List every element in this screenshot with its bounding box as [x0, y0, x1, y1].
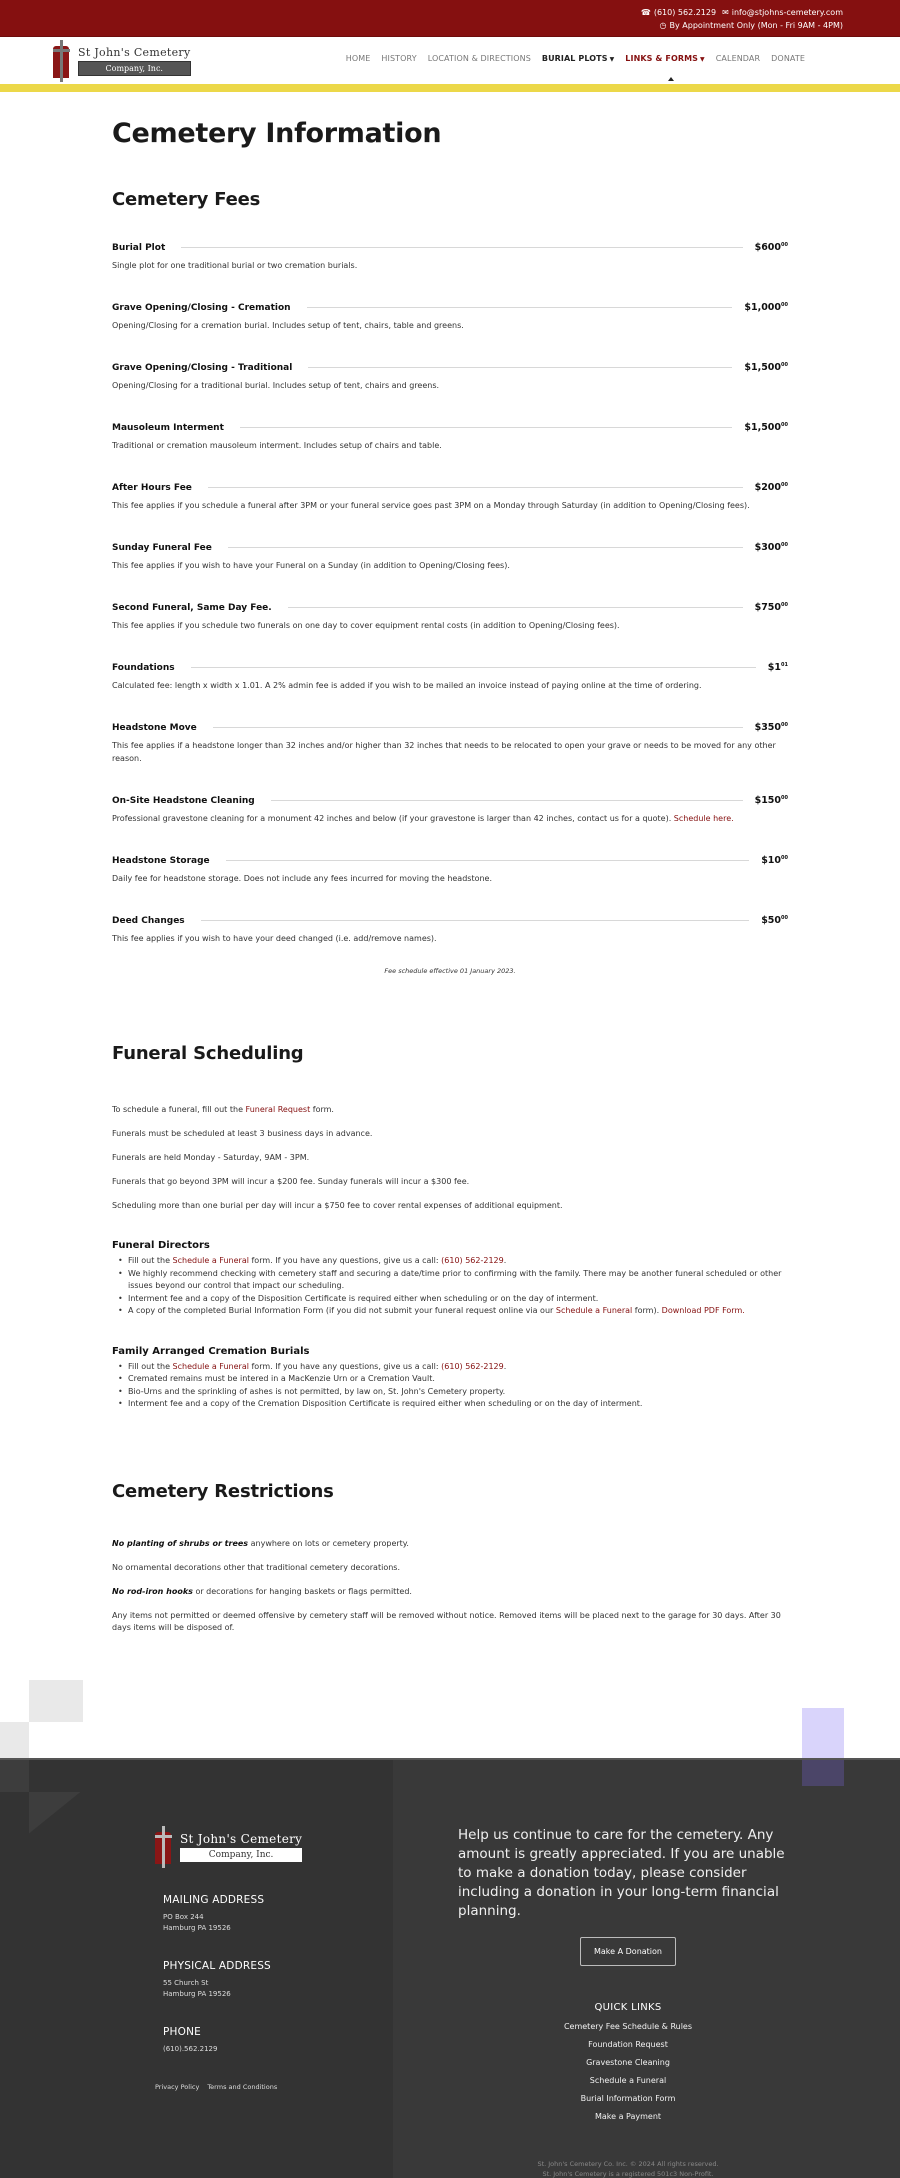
- fee-item: [112, 795, 788, 825]
- nav-location-directions[interactable]: LOCATION & DIRECTIONS: [427, 54, 531, 63]
- page-title: Cemetery Information: [112, 118, 442, 149]
- mailing-address: [163, 1894, 392, 1934]
- fee-description: This fee applies if you wish to have your Funeral on a Sunday (in addition to Opening/Closing fees).: [112, 561, 510, 570]
- fee-name: Sunday Funeral Fee: [112, 542, 212, 553]
- restriction-item: No ornamental decorations other that traditional cemetery decorations.: [112, 1562, 400, 1572]
- address-line: Hamburg PA 19526: [163, 1923, 231, 1932]
- phone-icon: ☎: [640, 8, 651, 17]
- fee-item: [112, 915, 788, 945]
- physical-address: [163, 1960, 392, 2000]
- list-item: • Fill out the Schedule a Funeral form. If you have any questions, give us a call: (610) 562-2129.: [118, 1361, 788, 1374]
- copyright: [458, 2159, 798, 2178]
- fee-dotted-line: [271, 800, 743, 801]
- terms-link[interactable]: Terms and Conditions: [207, 2082, 278, 2091]
- fee-list: [112, 242, 788, 945]
- active-nav-indicator: [668, 77, 674, 81]
- fee-description: Traditional or cremation mausoleum interment. Includes setup of chairs and table.: [112, 441, 442, 450]
- quick-links-title: QUICK LINKS: [594, 2001, 662, 2013]
- quick-link-gravestone-cleaning[interactable]: Gravestone Cleaning: [586, 2057, 670, 2067]
- fee-dotted-line: [201, 920, 750, 921]
- cross-headstone-icon: [152, 1826, 176, 1868]
- fee-item: [112, 722, 788, 765]
- fee-description: Calculated fee: length x width x 1.01. A 2% admin fee is added if you wish to be mailed an invoice instead of paying online at the time of ordering.: [112, 681, 702, 690]
- fee-item: [112, 855, 788, 885]
- phone-link[interactable]: [641, 6, 716, 19]
- donate-message: Help us continue to care for the cemetery. Any amount is greatly appreciated. If you are unable to make a donation today, please consider including a donation in your long-term financial planning.: [458, 1826, 785, 1919]
- chevron-down-icon: ▼: [700, 56, 705, 63]
- fee-dotted-line: [240, 427, 732, 428]
- nav-history[interactable]: HISTORY: [381, 54, 417, 63]
- funeral-directors-list: [112, 1255, 788, 1318]
- fee-price: $\$200^{00}$: [754, 482, 788, 493]
- restriction-item: Any items not permitted or deemed offensive by cemetery staff will be removed without notice. Removed items will be placed next to the garage for 30 days. After 30 days items will be disposed of.: [112, 1610, 781, 1632]
- footer-donate: [458, 1826, 798, 2178]
- fee-name: Burial Plot: [112, 242, 166, 253]
- list-item: • A copy of the completed Burial Information Form (if you did not submit your funeral request online via our Schedule a Funeral form). Download PDF Form.: [118, 1305, 788, 1318]
- cremation-burials-title: Family Arranged Cremation Burials: [112, 1345, 310, 1357]
- fee-description: This fee applies if you schedule a funeral after 3PM or your funeral service goes past 3PM on a Monday through Saturday (in addition to Opening/Closing fees).: [112, 501, 750, 510]
- fee-item: [112, 662, 788, 692]
- fee-schedule-note: Fee schedule effective 01 January 2023.: [384, 967, 516, 975]
- fee-description: Single plot for one traditional burial or two cremation burials.: [112, 261, 358, 270]
- fee-name: Headstone Move: [112, 722, 197, 733]
- nav-donate[interactable]: DONATE: [771, 54, 805, 63]
- fee-name: On-Site Headstone Cleaning: [112, 795, 255, 806]
- address-line: 55 Church St: [163, 1978, 209, 1987]
- fee-dotted-line: [191, 667, 756, 668]
- fee-name: Second Funeral, Same Day Fee.: [112, 602, 272, 613]
- restrictions-title: Cemetery Restrictions: [112, 1480, 334, 1502]
- make-donation-button[interactable]: Make A Donation: [580, 1937, 676, 1966]
- nav-links-forms-label: LINKS & FORMS: [625, 54, 699, 63]
- fee-dotted-line: [308, 367, 732, 368]
- schedule-funeral-link[interactable]: Schedule a Funeral: [172, 1361, 249, 1371]
- fee-description: This fee applies if you schedule two funerals on one day to cover equipment rental costs (in addition to Opening/Closing fees).: [112, 621, 620, 630]
- phone-link[interactable]: (610) 562-2129: [441, 1361, 504, 1371]
- quick-link-payment[interactable]: Make a Payment: [594, 2111, 662, 2121]
- cremation-burials-list: [112, 1361, 788, 1411]
- funeral-request-link[interactable]: Funeral Request: [245, 1105, 311, 1114]
- physical-address-title: PHYSICAL ADDRESS: [163, 1959, 271, 1972]
- fee-item: [112, 422, 788, 452]
- site-logo[interactable]: [50, 40, 191, 82]
- nav-calendar[interactable]: CALENDAR: [715, 54, 761, 63]
- scheduling-intro: To schedule a funeral, fill out the Funeral Request form.: [112, 1105, 334, 1114]
- logo-line1: St John's Cemetery: [78, 45, 191, 59]
- fee-dotted-line: [226, 860, 750, 861]
- email-text: info@stjohns-cemetery.com: [731, 8, 843, 17]
- quick-links: [458, 2022, 798, 2121]
- fee-price: $\$10^{00}$: [761, 855, 788, 866]
- fee-name: Grave Opening/Closing - Cremation: [112, 302, 291, 313]
- fee-price: $\$750^{00}$: [754, 602, 788, 613]
- list-item: • We highly recommend checking with cemetery staff and securing a date/time prior to confirming with the family. There may be another funeral scheduled or other issues beyond our control that impact our scheduling.: [118, 1268, 788, 1293]
- hours-text: By Appointment Only (Mon - Fri 9AM - 4PM): [669, 21, 843, 30]
- fee-description: Daily fee for headstone storage. Does not include any fees incurred for moving the headstone.: [112, 874, 493, 883]
- privacy-policy-link[interactable]: Privacy Policy: [155, 2082, 200, 2091]
- restriction-item: No planting of shrubs or trees anywhere on lots or cemetery property.: [112, 1538, 409, 1548]
- footer-phone-link[interactable]: (610).562.2129: [163, 2044, 218, 2053]
- funeral-directors-title: Funeral Directors: [112, 1240, 210, 1251]
- fee-dotted-line: [307, 307, 733, 308]
- scheduling-para: Funerals are held Monday - Saturday, 9AM - 3PM.: [112, 1153, 310, 1162]
- fees-title: Cemetery Fees: [112, 189, 261, 210]
- schedule-funeral-link[interactable]: Schedule a Funeral: [172, 1256, 249, 1265]
- fee-name: After Hours Fee: [112, 482, 192, 493]
- phone-text: (610) 562.2129: [653, 8, 717, 17]
- nonprofit-line: St. John's Cemetery is a registered 501c3 Non-Profit.: [542, 2169, 714, 2178]
- fee-description: Opening/Closing for a traditional burial. Includes setup of tent, chairs and greens.: [112, 381, 440, 390]
- fee-dotted-line: [288, 607, 743, 608]
- restriction-item: No rod-iron hooks or decorations for hanging baskets or flags permitted.: [112, 1586, 412, 1596]
- quick-link-schedule-funeral[interactable]: Schedule a Funeral: [589, 2075, 667, 2085]
- schedule-cleaning-link[interactable]: Schedule here.: [673, 814, 734, 823]
- list-item: • Fill out the Schedule a Funeral form. If you have any questions, give us a call: (610) 562-2129.: [118, 1255, 788, 1268]
- fee-price: $\$350^{00}$: [754, 722, 788, 733]
- phone-title: PHONE: [163, 2025, 201, 2038]
- fee-price: $\$150^{00}$: [754, 795, 788, 806]
- fee-description: This fee applies if a headstone longer than 32 inches and/or higher than 32 inches that needs to be relocated to open your grave or needs to be moved for any other reason.: [112, 741, 776, 763]
- fee-price: $\$300^{00}$: [754, 542, 788, 553]
- header-accent-bar: [0, 84, 900, 92]
- phone-link[interactable]: (610) 562-2129: [441, 1256, 504, 1265]
- logo-line1: St John's Cemetery: [180, 1831, 303, 1846]
- copyright-line: St. John's Cemetery Co. Inc. © 2024 All rights reserved.: [537, 2159, 719, 2168]
- fee-name: Deed Changes: [112, 915, 185, 926]
- list-item: • Interment fee and a copy of the Disposition Certificate is required either when scheduling or on the day of interment.: [118, 1293, 788, 1306]
- fee-dotted-line: [228, 547, 743, 548]
- scheduling-para: Scheduling more than one burial per day will incur a $750 fee to cover rental expenses of additional equipment.: [112, 1201, 563, 1210]
- scheduling-para: Funerals must be scheduled at least 3 business days in advance.: [112, 1129, 373, 1138]
- fee-description: Opening/Closing for a cremation burial. Includes setup of tent, chairs, table and greens.: [112, 321, 464, 330]
- fee-price: $1,500$^{00}$: [744, 362, 788, 373]
- footer-contact: [152, 1826, 392, 2091]
- download-pdf-link[interactable]: Download PDF Form.: [661, 1306, 745, 1315]
- quick-link-foundation-request[interactable]: Foundation Request: [588, 2039, 668, 2049]
- footer-logo[interactable]: [152, 1826, 392, 1868]
- email-icon: ✉: [722, 8, 729, 17]
- fee-price: $\$600^{00}$: [754, 242, 788, 253]
- mailing-address-title: MAILING ADDRESS: [163, 1893, 265, 1906]
- hours-info: [660, 19, 843, 32]
- fee-name: Foundations: [112, 662, 175, 673]
- fee-price: $1,500$^{00}$: [744, 422, 788, 433]
- site-footer: [0, 1758, 900, 2178]
- main-nav: [346, 54, 805, 63]
- fee-price: $1,000$^{00}$: [744, 302, 788, 313]
- fee-dotted-line: [208, 487, 743, 488]
- list-item: • Bio-Urns and the sprinkling of ashes is not permitted, by law on, St. John's Cemetery property.: [118, 1386, 788, 1399]
- scheduling-para: Funerals that go beyond 3PM will incur a $200 fee. Sunday funerals will incur a $300 fee.: [112, 1177, 470, 1186]
- email-link[interactable]: [722, 6, 843, 19]
- fee-name: Headstone Storage: [112, 855, 210, 866]
- address-line: Hamburg PA 19526: [163, 1989, 231, 1998]
- fee-item: [112, 242, 788, 272]
- scheduling-title: Funeral Scheduling: [112, 1043, 304, 1064]
- site-header: [0, 37, 900, 84]
- fee-dotted-line: [213, 727, 743, 728]
- decorative-squares: [0, 1646, 900, 1758]
- main-content: [0, 118, 900, 1634]
- list-item: • Interment fee and a copy of the Cremation Disposition Certificate is required either when scheduling or on the day of interment.: [118, 1398, 788, 1411]
- chevron-down-icon: ▼: [609, 56, 615, 63]
- fee-dotted-line: [181, 247, 742, 248]
- address-line: PO Box 244: [163, 1912, 204, 1921]
- cross-headstone-icon: [50, 40, 74, 82]
- footer-phone: [163, 2026, 392, 2055]
- fee-item: [112, 302, 788, 332]
- fee-price: $\$1^{01}$: [767, 662, 788, 673]
- nav-links-forms[interactable]: [625, 54, 704, 63]
- list-item: • Cremated remains must be intered in a MacKenzie Urn or a Cremation Vault.: [118, 1373, 788, 1386]
- fee-item: [112, 542, 788, 572]
- nav-burial-plots-label: BURIAL PLOTS: [541, 54, 608, 63]
- fee-price: $\$50^{00}$: [761, 915, 788, 926]
- quick-link-fee-schedule[interactable]: Cemetery Fee Schedule & Rules: [563, 2021, 693, 2031]
- fee-description: This fee applies if you wish to have your deed changed (i.e. add/remove names).: [112, 934, 437, 943]
- nav-home[interactable]: HOME: [345, 54, 371, 63]
- nav-burial-plots[interactable]: [542, 54, 614, 63]
- logo-line2: Company, Inc.: [180, 1848, 302, 1862]
- fee-name: Mausoleum Interment: [112, 422, 224, 433]
- logo-line2: Company, Inc.: [78, 61, 191, 76]
- quick-link-burial-form[interactable]: Burial Information Form: [580, 2093, 676, 2103]
- fee-item: [112, 602, 788, 632]
- fee-name: Grave Opening/Closing - Traditional: [112, 362, 293, 373]
- fee-description: Professional gravestone cleaning for a monument 42 inches and below (if your gravestone is larger than 42 inches, contact us for a quote). Schedule here.: [112, 814, 734, 823]
- fee-item: [112, 482, 788, 512]
- clock-icon: ◷: [659, 21, 667, 30]
- schedule-funeral-link[interactable]: Schedule a Funeral: [555, 1306, 633, 1315]
- top-contact-bar: [0, 0, 900, 37]
- fee-item: [112, 362, 788, 392]
